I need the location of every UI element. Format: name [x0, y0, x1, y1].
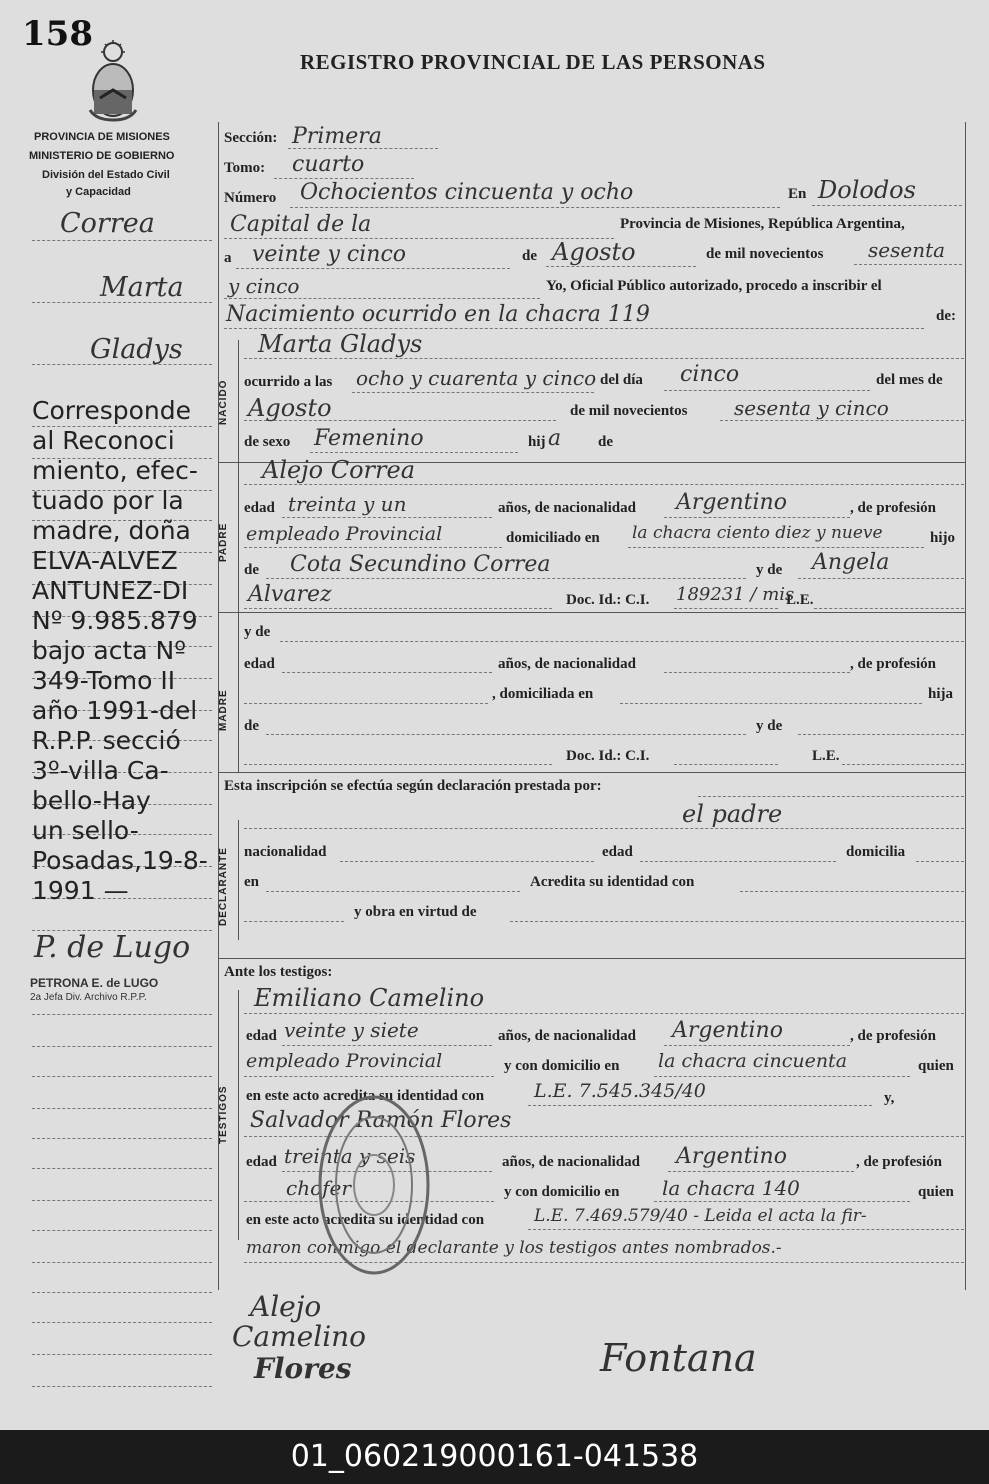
t2-dom-value: la chacra 140 [662, 1176, 800, 1200]
sexo-line [310, 452, 518, 453]
signature-flores: Flores [254, 1352, 352, 1385]
madre-abuelo-line [266, 734, 746, 735]
tomo-line [274, 178, 414, 179]
padre-doc-line [674, 608, 778, 609]
seccion-value: Primera [292, 124, 382, 149]
margin-rule-line [32, 240, 212, 241]
padre-prof-label: , de profesión [850, 500, 936, 516]
dia-line [236, 268, 510, 269]
padre-le-line [814, 608, 964, 609]
note-line: ANTUNEZ-DI [32, 576, 189, 605]
hora-line [352, 392, 594, 393]
domiciliado-label: domiciliado en [506, 530, 600, 546]
note-line: año 1991-del [32, 696, 198, 725]
margin-rule-line [32, 1292, 212, 1293]
padre-prof-line [244, 547, 502, 548]
padre-value: Alejo Correa [262, 456, 415, 484]
madre-y-de2-label: y de [756, 718, 783, 734]
t2-edad-value: treinta y seis [284, 1144, 416, 1168]
t1-nac-label: años, de nacionalidad [498, 1028, 636, 1044]
decl-nac-label: nacionalidad [244, 844, 327, 860]
decl-nac-line [340, 861, 594, 862]
numero-line [290, 207, 780, 208]
t2-acredita-label: en este acto acredita su identidad con [246, 1212, 485, 1228]
coat-of-arms-icon [86, 40, 140, 122]
tomo-value: cuarto [292, 152, 365, 177]
margin-rule-line [32, 1200, 212, 1201]
section-madre: MADRE [218, 689, 229, 731]
anio-value-b: y cinco [228, 274, 300, 298]
divider-padre-madre [218, 612, 965, 613]
obra-label: y obra en virtud de [354, 904, 477, 920]
testigo2-value: Salvador Ramón Flores [250, 1108, 512, 1133]
margin-note [32, 396, 208, 906]
padre-prof-value: empleado Provincial [246, 523, 443, 545]
madre-line [280, 641, 964, 642]
lugar-value: Capital de la [230, 212, 372, 237]
t1-acredita-label: en este acto acredita su identidad con [246, 1088, 485, 1104]
del-mes-label: del mes de [876, 372, 943, 388]
padre-edad-label: edad [244, 500, 275, 516]
y-de-label: y de [756, 562, 783, 578]
padre-le-label: L.E. [786, 592, 814, 608]
decl-dom-line [916, 861, 964, 862]
numero-label: Número [224, 190, 277, 206]
margin-second-name: Gladys [90, 334, 183, 365]
t1-edad-label: edad [246, 1028, 277, 1044]
mil-label: de mil novecientos [706, 246, 824, 262]
note-line: Corresponde [32, 396, 191, 425]
note-line: bello-Hay [32, 786, 151, 815]
madre-doc-label: Doc. Id.: C.I. [566, 748, 650, 764]
t2-nac-label: años, de nacionalidad [502, 1154, 640, 1170]
anio-value-a: sesenta [868, 238, 946, 262]
del-dia-label: del día [600, 372, 643, 388]
declarante-value: el padre [682, 800, 783, 828]
mes-line [546, 266, 696, 267]
signature-alejo: Alejo [250, 1290, 322, 1323]
mes-value: Agosto [552, 238, 636, 266]
sexo-label: de sexo [244, 434, 291, 450]
madre-abuelo-de-label: de [244, 718, 259, 734]
inscripcion-text: Esta inscripción se efectúa según declaración prestada por: [224, 778, 602, 794]
madre-edad-label: edad [244, 656, 275, 672]
note-line: Nº 9.985.879 [32, 606, 198, 635]
margin-signature: P. de Lugo [34, 930, 191, 965]
t1-prof-label: , de profesión [850, 1028, 936, 1044]
note-line: bajo acta Nº [32, 636, 186, 665]
divider-declarante-testigos [218, 958, 965, 959]
anio2-line [720, 420, 964, 421]
margin-rule-line [32, 1138, 212, 1139]
margin-rule-line [32, 1014, 212, 1015]
t2-edad-label: edad [246, 1154, 277, 1170]
madre-nac-label: años, de nacionalidad [498, 656, 636, 672]
t1-prof-line [244, 1076, 494, 1077]
official-seal-icon [316, 1092, 432, 1278]
t2-dom-line [654, 1201, 910, 1202]
t1-doc-value: L.E. 7.545.345/40 [534, 1080, 706, 1102]
testigos-inner-line [238, 990, 239, 1240]
t2-dom-label: y con domicilio en [504, 1184, 620, 1200]
t1-doc-line [528, 1105, 872, 1106]
decl-domicilia-label: domicilia [846, 844, 906, 860]
madre-abuela-line [798, 734, 964, 735]
t1-nac-line [664, 1045, 850, 1046]
en-label: En [788, 186, 807, 202]
hij-value: a [548, 426, 562, 451]
seccion-label: Sección: [224, 130, 278, 146]
document-id-bar: 01_060219000161-041538 [0, 1430, 989, 1484]
madre-le-line [842, 764, 964, 765]
padre-nac-label: años, de nacionalidad [498, 500, 636, 516]
hija-label: hija [928, 686, 954, 702]
margin-rule-line [32, 1262, 212, 1263]
padre-dom-value: la chacra ciento diez y nueve [632, 523, 883, 543]
de-colon-label: de: [936, 308, 956, 324]
padre-dom-line [628, 547, 924, 548]
en-line [812, 205, 962, 206]
abuela-b-line [244, 608, 552, 609]
nombre-line [244, 358, 964, 359]
note-line: Posadas,19-8- [32, 846, 208, 875]
padre-doc-value: 189231 / mis [676, 584, 795, 605]
obra-line [510, 921, 964, 922]
t2-nac-line [668, 1171, 854, 1172]
decl-edad-line [640, 861, 836, 862]
nacimiento-value: Nacimiento ocurrido en la chacra 119 [226, 302, 650, 327]
t2-nac-value: Argentino [676, 1144, 787, 1169]
section-declarante: DECLARANTE [218, 847, 229, 927]
abuela-value-b: Alvarez [248, 582, 332, 607]
margin-rule-line [32, 1076, 212, 1077]
margin-rule-line [32, 1386, 212, 1387]
madre-prof-line [244, 703, 488, 704]
document-title: REGISTRO PROVINCIAL DE LAS PERSONAS [300, 50, 766, 74]
section-nacido: NACIDO [218, 379, 229, 425]
decl-en-line [266, 891, 520, 892]
t1-edad-value: veinte y siete [284, 1018, 419, 1042]
abuelo-line [266, 578, 746, 579]
abuela-line [798, 578, 964, 579]
yo-text: Yo, Oficial Público autorizado, procedo a inscribir el [546, 278, 882, 294]
a-label: a [224, 250, 232, 266]
note-line: miento, efec- [32, 456, 198, 485]
t1-edad-line [282, 1045, 492, 1046]
mil2-label: de mil novecientos [570, 403, 688, 419]
madre-y-de-label: y de [244, 624, 271, 640]
closing-value: maron conmigo el declarante y los testigos antes nombrados.- [246, 1238, 782, 1258]
padre-nac-value: Argentino [676, 490, 787, 515]
acredita-line [740, 891, 964, 892]
margin-rule-line [32, 1354, 212, 1355]
madre-edad-line [282, 672, 492, 673]
margin-rule-line [32, 1168, 212, 1169]
anio-line [854, 264, 962, 265]
ante-testigos-label: Ante los testigos: [224, 964, 333, 980]
declarante-inner-line [238, 820, 239, 940]
t2-doc-value: L.E. 7.469.579/40 - Leida el acta la fir- [534, 1206, 867, 1226]
hij-de-label: de [598, 434, 613, 450]
padre-doc-label: Doc. Id.: C.I. [566, 592, 650, 608]
sexo-value: Femenino [314, 426, 424, 451]
agency-division: División del Estado Civil [42, 169, 170, 181]
madre-extra-line [244, 764, 552, 765]
tomo-label: Tomo: [224, 160, 266, 176]
stamp-name: PETRONA E. de LUGO [30, 976, 159, 990]
nacimiento-line [224, 328, 924, 329]
abuelo-de-label: de [244, 562, 259, 578]
margin-rule-line [32, 1322, 212, 1323]
decl-en-label: en [244, 874, 259, 890]
note-line: 1991 — [32, 876, 129, 905]
section-testigos: TESTIGOS [218, 1085, 229, 1145]
note-line: madre, doña [32, 516, 191, 545]
de-label: de [522, 248, 537, 264]
testigo1-value: Emiliano Camelino [254, 984, 485, 1012]
section-inner-line [238, 340, 239, 772]
agency-ministry: MINISTERIO DE GOBIERNO [29, 150, 175, 162]
anio2-value: sesenta y cinco [734, 396, 889, 420]
margin-surname: Correa [60, 208, 155, 239]
padre-edad-line [282, 517, 492, 518]
note-line: 349-Tomo II [32, 666, 176, 695]
dia-value: veinte y cinco [252, 242, 407, 267]
dia2-line [664, 390, 870, 391]
t2-prof-value: chofer [286, 1176, 351, 1200]
t1-nac-value: Argentino [672, 1018, 783, 1043]
hora-value: ocho y cuarenta y cinco [356, 366, 597, 390]
signature-camelino: Camelino [232, 1320, 367, 1353]
madre-le-label: L.E. [812, 748, 840, 764]
agency-capacity: y Capacidad [66, 186, 131, 198]
margin-rule-line [32, 1046, 212, 1047]
signature-officer: Fontana [600, 1336, 757, 1380]
t1-y-label: y, [884, 1090, 895, 1106]
t2-prof-label: , de profesión [856, 1154, 942, 1170]
note-line: al Reconoci [32, 426, 175, 455]
domiciliada-label: , domiciliada en [492, 686, 594, 702]
t1-dom-value: la chacra cincuenta [658, 1050, 848, 1072]
obra-pre-line [244, 921, 344, 922]
divider-madre-inscripcion [218, 772, 965, 773]
stamp-role: 2a Jefa Div. Archivo R.P.P. [30, 992, 147, 1003]
margin-rule-line [32, 1108, 212, 1109]
page-number: 158 [22, 14, 93, 54]
padre-edad-value: treinta y un [288, 492, 407, 516]
acredita-label: Acredita su identidad con [530, 874, 695, 890]
madre-nac-line [664, 672, 850, 673]
note-line: 3º-villa Ca- [32, 756, 169, 785]
madre-dom-line [620, 703, 922, 704]
en-value: Dolodos [818, 176, 916, 204]
note-line: ELVA-ALVEZ [32, 546, 178, 575]
frame-right-line [965, 122, 966, 1290]
t1-dom-label: y con domicilio en [504, 1058, 620, 1074]
t2-quien-label: quien [918, 1184, 954, 1200]
hijo-label: hijo [930, 530, 956, 546]
numero-value: Ochocientos cincuenta y ocho [300, 180, 634, 205]
agency-province: PROVINCIA DE MISIONES [34, 131, 170, 143]
dia2-value: cinco [680, 362, 740, 387]
t1-quien-label: quien [918, 1058, 954, 1074]
madre-doc-line [674, 764, 778, 765]
section-padre: PADRE [218, 522, 229, 562]
decl-edad-label: edad [602, 844, 633, 860]
anio-b-line [224, 298, 540, 299]
padre-nac-line [664, 517, 850, 518]
madre-prof-label: , de profesión [850, 656, 936, 672]
testigo1-line [244, 1013, 964, 1014]
note-line: tuado por la [32, 486, 184, 515]
margin-rule-line [32, 1230, 212, 1231]
provincia-text: Provincia de Misiones, República Argentina, [620, 216, 905, 232]
t2-doc-line [528, 1229, 964, 1230]
abuelo-value: Cota Secundino Correa [290, 552, 551, 577]
nombre-value: Marta Gladys [258, 330, 423, 358]
padre-line [244, 484, 964, 485]
hij-label: hij [528, 434, 546, 450]
mes2-value: Agosto [248, 394, 332, 422]
declarante-line [244, 828, 964, 829]
margin-first-name: Marta [100, 272, 184, 303]
abuela-value-a: Angela [812, 550, 890, 575]
note-line: R.P.P. secció [32, 726, 181, 755]
t1-dom-line [654, 1076, 910, 1077]
note-line: un sello- [32, 816, 139, 845]
t1-prof-value: empleado Provincial [246, 1050, 443, 1072]
inscripcion-line [698, 796, 964, 797]
ocurrido-label: ocurrido a las [244, 374, 333, 390]
